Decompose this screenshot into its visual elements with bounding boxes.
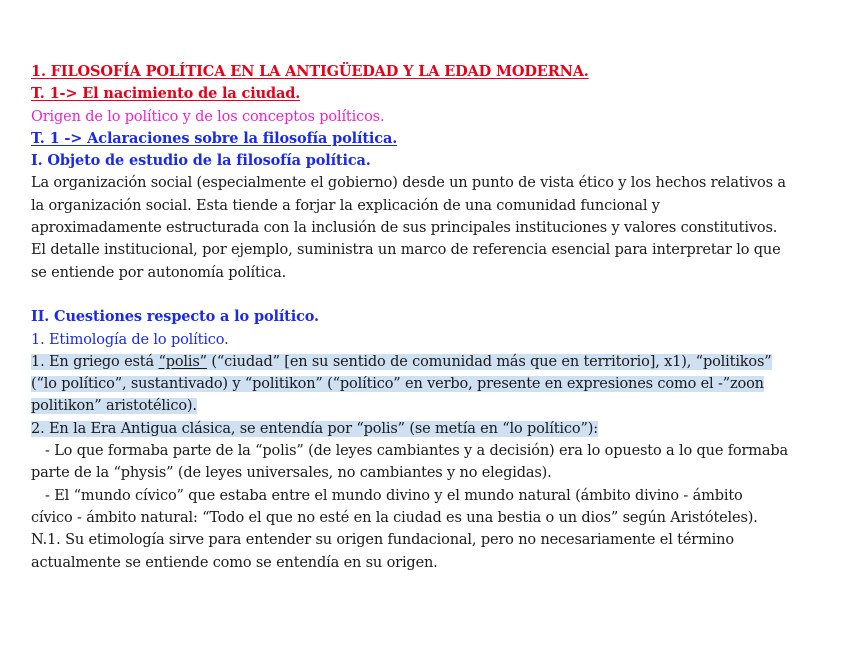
paragraph-line: El detalle institucional, por ejemplo, suministra un marco de referencia esencial para interpretar lo que <box>31 242 781 259</box>
highlighted-text: politikon” aristotélico). <box>31 398 197 415</box>
main-heading-line <box>31 61 821 83</box>
highlighted-text: 2. En la Era Antigua clásica, se entendía por “polis” (se metía en “lo político”): <box>31 420 598 437</box>
bullet1-line2: parte de la “physis” (de leyes universales, no cambiantes y no elegidas). <box>31 465 552 482</box>
note-line2: actualmente se entiende como se entendía en su origen. <box>31 554 438 571</box>
topic-heading-aclaraciones: T. 1 -> Aclaraciones sobre la filosofía política. <box>31 129 398 147</box>
section2-title-line <box>31 306 821 328</box>
bullet2-line1: - El “mundo cívico” que estaba entre el mundo divino y el mundo natural (ámbito divino - ámbito <box>45 487 743 504</box>
topic-heading-line <box>31 83 821 105</box>
origin-line <box>31 106 821 128</box>
topic-heading-aclaraciones-line <box>31 128 821 150</box>
section2-subtitle-line <box>31 329 821 351</box>
topic-heading-nacimiento: T. 1-> El nacimiento de la ciudad. <box>31 85 301 103</box>
paragraph-line: se entiende por autonomía política. <box>31 264 287 281</box>
spacer <box>31 284 821 306</box>
section2-title: II. Cuestiones respecto a lo político. <box>31 308 319 326</box>
item1-line1 <box>31 351 821 373</box>
origin-subtitle: Origen de lo político y de los conceptos políticos. <box>31 108 385 125</box>
highlighted-text <box>31 354 772 370</box>
note-line1: N.1. Su etimología sirve para entender su origen fundacional, pero no necesariamente el término <box>31 532 734 549</box>
paragraph-line: aproximadamente estructurada con la inclusión de sus principales instituciones y valores constitutivos. <box>31 220 778 237</box>
paragraph-line: La organización social (especialmente el gobierno) desde un punto de vista ético y los hechos relativos a <box>31 175 786 192</box>
item1-pre: 1. En griego está <box>31 353 159 370</box>
item1-line3 <box>31 395 821 417</box>
highlighted-text: (“lo político”, sustantivado) y “politikon” (“político” en verbo, presente en expresiones como el -”zoon <box>31 376 764 393</box>
section1-title: I. Objeto de estudio de la filosofía política. <box>31 152 371 170</box>
polis-term: “polis” <box>158 353 207 370</box>
item1-line2 <box>31 373 821 395</box>
bullet1-line1: - Lo que formaba parte de la “polis” (de leyes cambiantes y a decisión) era lo opuesto a lo que formaba <box>45 443 789 460</box>
paragraph-line: la organización social. Esta tiende a forjar la explicación de una comunidad funcional y <box>31 197 660 214</box>
section2-subtitle: 1. Etimología de lo político. <box>31 331 229 348</box>
document-page <box>31 61 821 574</box>
item1-post: (“ciudad” [en su sentido de comunidad más que en territorio], x1), “politikos” <box>206 353 772 370</box>
item2-line <box>31 418 821 440</box>
section1-title-line <box>31 150 821 172</box>
bullet2-line2: cívico - ámbito natural: “Todo el que no esté en la ciudad es una bestia o un dios” según Aristóteles). <box>31 509 758 526</box>
main-heading: 1. FILOSOFÍA POLÍTICA EN LA ANTIGÜEDAD Y LA EDAD MODERNA. <box>31 63 589 80</box>
